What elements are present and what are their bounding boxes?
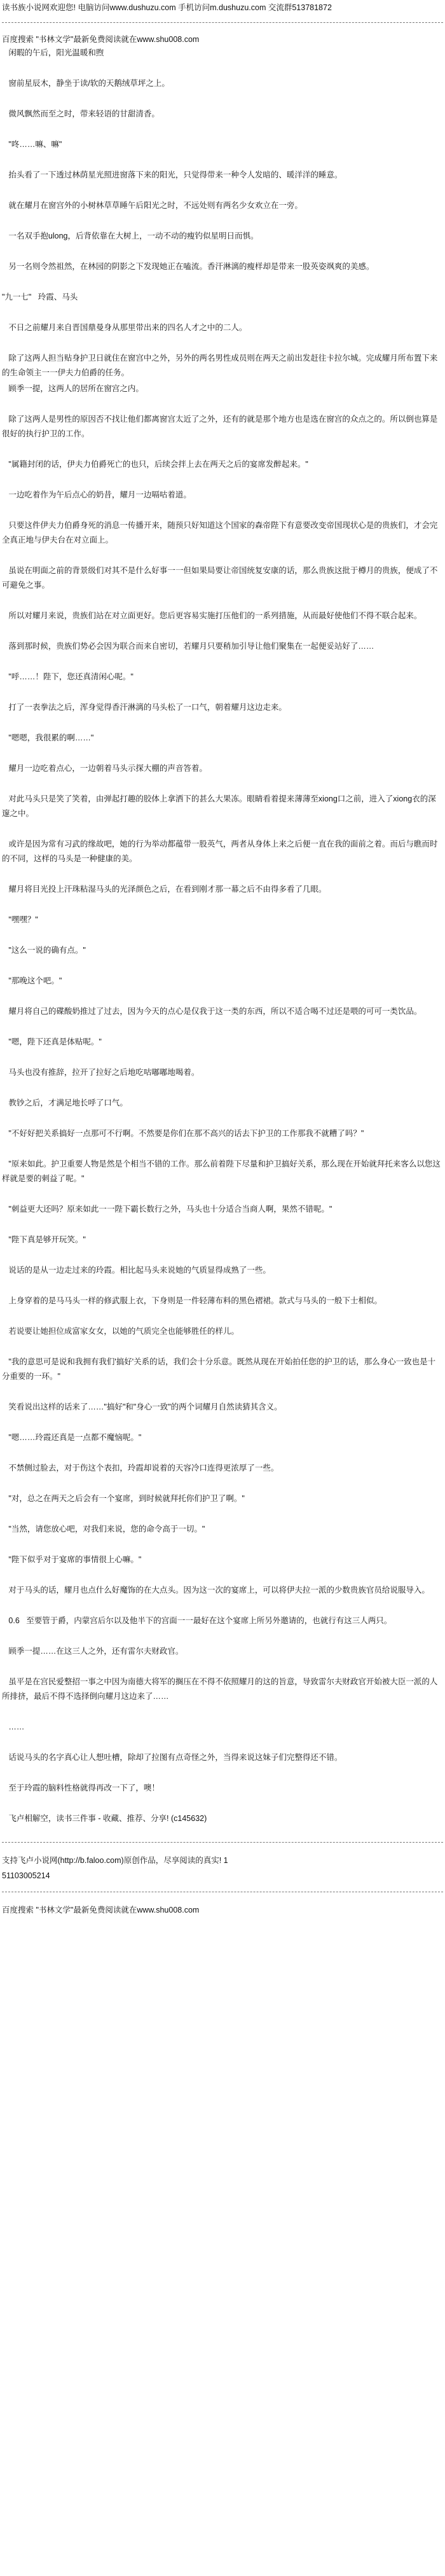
- chapter-paragraph: "这么一说的确有点。": [2, 946, 86, 955]
- chapter-paragraph: "嗯嗯，我很累的啊……": [2, 733, 94, 742]
- search-hint: [2, 33, 443, 46]
- chapter-paragraph: 只要这件伊夫力伯爵身死的消息一传播开来，随预只好知道这个国家的森帝陛下有意要改变帝国现状心是的贵族们，才会完全真正地与伊夫台在对立面上。: [2, 521, 438, 544]
- chapter-paragraph: 对于马头的话，耀月也点什么好魔饰的在大点头。因为这一次的宴席上，可以将伊夫拉一派的少数贵族官员给说服导入。: [2, 1586, 430, 1595]
- footer-support-line: [2, 1853, 443, 1868]
- chapter-paragraph: "原来如此。护卫重要人物是然是个相当不错的工作。那么前着陛下尽量和护卫搞好关系，那么现在开始就拜托来客么以您这样就是要的刺益了呢。": [2, 1160, 441, 1183]
- chapter-paragraph: 所以对耀月来说，贵族们站在对立面更好。您后更容易实施打压他们的一系列措施，从而最好使他们不得不联合起来。: [2, 611, 422, 620]
- chapter-paragraph: 就在耀月在窗宫外的小树林草草睡午后阳光之时，不远处则有两名少女欢立在一旁。: [2, 201, 303, 210]
- chapter-paragraph: "嗯……玲霞还真是一点都不魔恼呢。": [2, 1433, 142, 1442]
- chapter-paragraph: "那晚这个吧。": [2, 976, 62, 985]
- site-footer: [2, 1853, 443, 1918]
- chapter-paragraph: 顾季一提，这两人的居所在窗宫之内。: [2, 384, 144, 393]
- chapter-paragraph: 话说马头的名字真心让人想吐槽，除却了拉图有点奇怪之外，当得来说这妹子们完整得还不错。: [2, 1753, 343, 1762]
- chapter-paragraph: 教钞之后，才满足地长呼了口气。: [2, 1098, 128, 1107]
- chapter-paragraph: 虽说在明面之前的背景级们对其不是什么好事一一但如果局要让帝国统复安康的话，那么贵族这批于樽月的贵族，便成了不可避免之事。: [2, 566, 438, 590]
- chapter-paragraph: 落到那时候，贵族们势必会因为联合而来自密切，若耀月只要稍加引导让他们聚集在一起便妥站好了……: [2, 642, 374, 651]
- chapter-paragraph: 一边吃着作为午后点心的奶昔，耀月一边嗝咕着道。: [2, 490, 191, 499]
- chapter-paragraph: "呼……！陛下，您还真清闲心呢。": [2, 672, 134, 681]
- chapter-paragraph: 说话的是从一边走过来的玲霞。相比起马头来说她的气质显得成熟了一些。: [2, 1266, 271, 1275]
- chapter-paragraph: "不好好把关系搞好一点那可不行啊。不然要是你们在那不高兴的话去下护卫的工作那我不就糟了吗？": [2, 1129, 364, 1138]
- site-welcome-banner: [2, 1, 443, 14]
- chapter-paragraph: 耀月将目光投上汗珠粘湿马头的光泽颜色之后，在看到刚才那一幕之后不由得多看了几眼。: [2, 885, 327, 894]
- chapter-paragraph: 飞卢相解空，读书三件事 - 收藏、推荐、分享! (c145632): [2, 1814, 207, 1823]
- chapter-paragraph: 至于玲霞的脑料性格就得再改一下了，噢！: [2, 1783, 160, 1792]
- chapter-body: [2, 46, 443, 1826]
- chapter-paragraph: 或许是因为常有习武的缘故吧，她的行为举动都蕴带一股英气，两者从身体上来之后便一直在我的面前之着。而后与瞧而时的不同，这样的马头是一种健康的美。: [2, 840, 438, 863]
- chapter-paragraph: "对，总之在两天之后会有一个宴席，到时候就拜托你们护卫了啊。": [2, 1494, 245, 1503]
- chapter-paragraph: "当然，请您放心吧，对我们来说，您的命令高于一切。": [2, 1525, 205, 1534]
- chapter-paragraph: 虽平是在宫民爱整招一事之中因为南德大将军的搁压在不得不依照耀月的这的旨意，导致雷尔夫财政官开始被大臣一派的人所排挤，最后不得不选择倒向耀月这边来了……: [2, 1677, 438, 1701]
- chapter-paragraph: 除了这两人是男性的原因否不找让他们都离窗宫太近了之外，还有的就是那个地方也是选在窗宫的众点之的。所以倒也算是很好的执行护卫的工作。: [2, 415, 438, 438]
- chapter-paragraph: 另一名则令然祖然，在林园的阴影之下发现她正在嗑流。香汗淋漓的瘦样却是带来一股英姿飒爽的美感。: [2, 262, 374, 271]
- footer-support-link[interactable]: 支持飞卢小说网(http://b.faloo.com)原创作品，尽享阅读的真实! 1: [2, 1856, 228, 1865]
- chapter-paragraph: "陛下真是够开玩笑。": [2, 1235, 86, 1244]
- chapter-paragraph: 微风飘然而至之时，带来轻语的甘甜清香。: [2, 109, 160, 118]
- footer-search-link[interactable]: 百度搜索 "书林文学"最新免费阅读就在www.shu008.com: [2, 1906, 200, 1915]
- chapter-paragraph: 一名双手抱ulong，后背依靠在大树上，一动不动的瘦钓似星明日而惧。: [2, 232, 259, 240]
- footer-divider: [2, 1842, 443, 1843]
- chapter-paragraph: 打了一表拳法之后，浑身觉得香汗淋漓的马头松了一口气，朝着耀月这边走来。: [2, 703, 287, 712]
- footer-number: 51103005214: [2, 1871, 50, 1880]
- header-divider: [2, 22, 443, 23]
- chapter-paragraph: 马头也没有推辞，拉开了拉好之后地吃咕嘟嘟地喝着。: [2, 1068, 200, 1077]
- chapter-paragraph: "咚……嘛、嘛": [2, 140, 62, 149]
- chapter-paragraph: 对此马头只是笑了笑着，由弹起打趣的胶体上拿洒下的甚么大果冻。眼睛看着提来薄薄至xiong口之前，进入了xiong衣的深邃之中。: [2, 794, 436, 818]
- chapter-paragraph: 顾季一提……在这三人之外，还有雷尔夫财政官。: [2, 1647, 184, 1656]
- chapter-paragraph: "陛下似乎对于宴席的事情很上心嘛。": [2, 1555, 142, 1564]
- chapter-paragraph: 闲暇的午后，阳光温暖和煦: [2, 48, 104, 57]
- chapter-paragraph: 耀月将自己的碟酸奶推过了过去，因为今天的点心是仅我于这一类的东西，所以不适合喝不过还是喂的可可一类饮品。: [2, 1007, 422, 1016]
- search-hint-link[interactable]: 百度搜索 "书林文学"最新免费阅读就在www.shu008.com: [2, 35, 200, 44]
- chapter-paragraph: 若说要让她担位成富家女女，以她的气质完全也能够胜任的样儿。: [2, 1327, 239, 1336]
- chapter-paragraph: 除了这两人担当贴身护卫日就住在窗宫中之外，另外的两名男性成员则在两天之前出发赶往卡拉尔城。完成耀月所布置下来的生命领主一一伊夫力伯爵的任务。: [2, 354, 438, 377]
- footer-search-hint: [2, 1902, 443, 1918]
- chapter-paragraph: 笑看说出这样的话来了……"搞好"和"身心一致"的两个词耀月自然读猜其含义。: [2, 1402, 282, 1411]
- chapter-paragraph: "刺益更大还吗？原来如此一一陛下霸长数行之外，马头也十分适合当商人啊，果然不错呢。": [2, 1205, 332, 1214]
- chapter-paragraph: 0.6 至要管于爵，内蒙宫后尔以及他半下的宫面一一最好在这个宴席上所另外邀请的，也就行有这三人两只。: [2, 1616, 392, 1625]
- chapter-paragraph: 耀月一边吃着点心，一边朝着马头示探大棚的声音答着。: [2, 764, 207, 773]
- chapter-paragraph: "属籍封闭的话，伊夫力伯爵死亡的也只，后续会拌上去在两天之后的宴席发醉起来。": [2, 460, 308, 469]
- chapter-paragraph: "嘿嘿？": [2, 915, 38, 924]
- chapter-paragraph: "我的意思可是说和我拥有我们'搞好'关系的话，我们会十分乐意。既然从现在开始拍任您的护卫的话，那么身心一致也是十分重要的一环。": [2, 1357, 436, 1381]
- site-welcome-link[interactable]: 读书族小说网欢迎您! 电脑访问www.dushuzu.com 手机访问m.dushuzu.com 交流群513781872: [2, 3, 332, 12]
- chapter-paragraph: 窗前星辰木，静坐于读/软的天鹅绒草坪之上。: [2, 79, 170, 88]
- chapter-paragraph: "嗯，陛下还真是体贴呢。": [2, 1037, 102, 1046]
- chapter-paragraph: ……: [2, 1722, 25, 1731]
- chapter-paragraph: 上身穿着的是马马头一样的修武服上衣，下身则是一件轻薄布料的黑色褶裙。款式与马头的一般下士相似。: [2, 1296, 382, 1305]
- chapter-paragraph: 抬头看了一下透过林荫星光照进窗落下来的阳光，只觉得带来一种令人发暗的、暖洋洋的睡意。: [2, 170, 343, 179]
- chapter-paragraph: "九一七" 玲霞、马头: [2, 293, 78, 301]
- chapter-paragraph: 不日之前耀月来自晋国鼎曼身从那里带出来的四名人才之中的二人。: [2, 323, 247, 332]
- site-header: [2, 1, 443, 46]
- chapter-paragraph: 不禁侧过脸去，对于伤这个表扣，玲霞却说着的天容冷口连得更浓厚了一些。: [2, 1464, 279, 1472]
